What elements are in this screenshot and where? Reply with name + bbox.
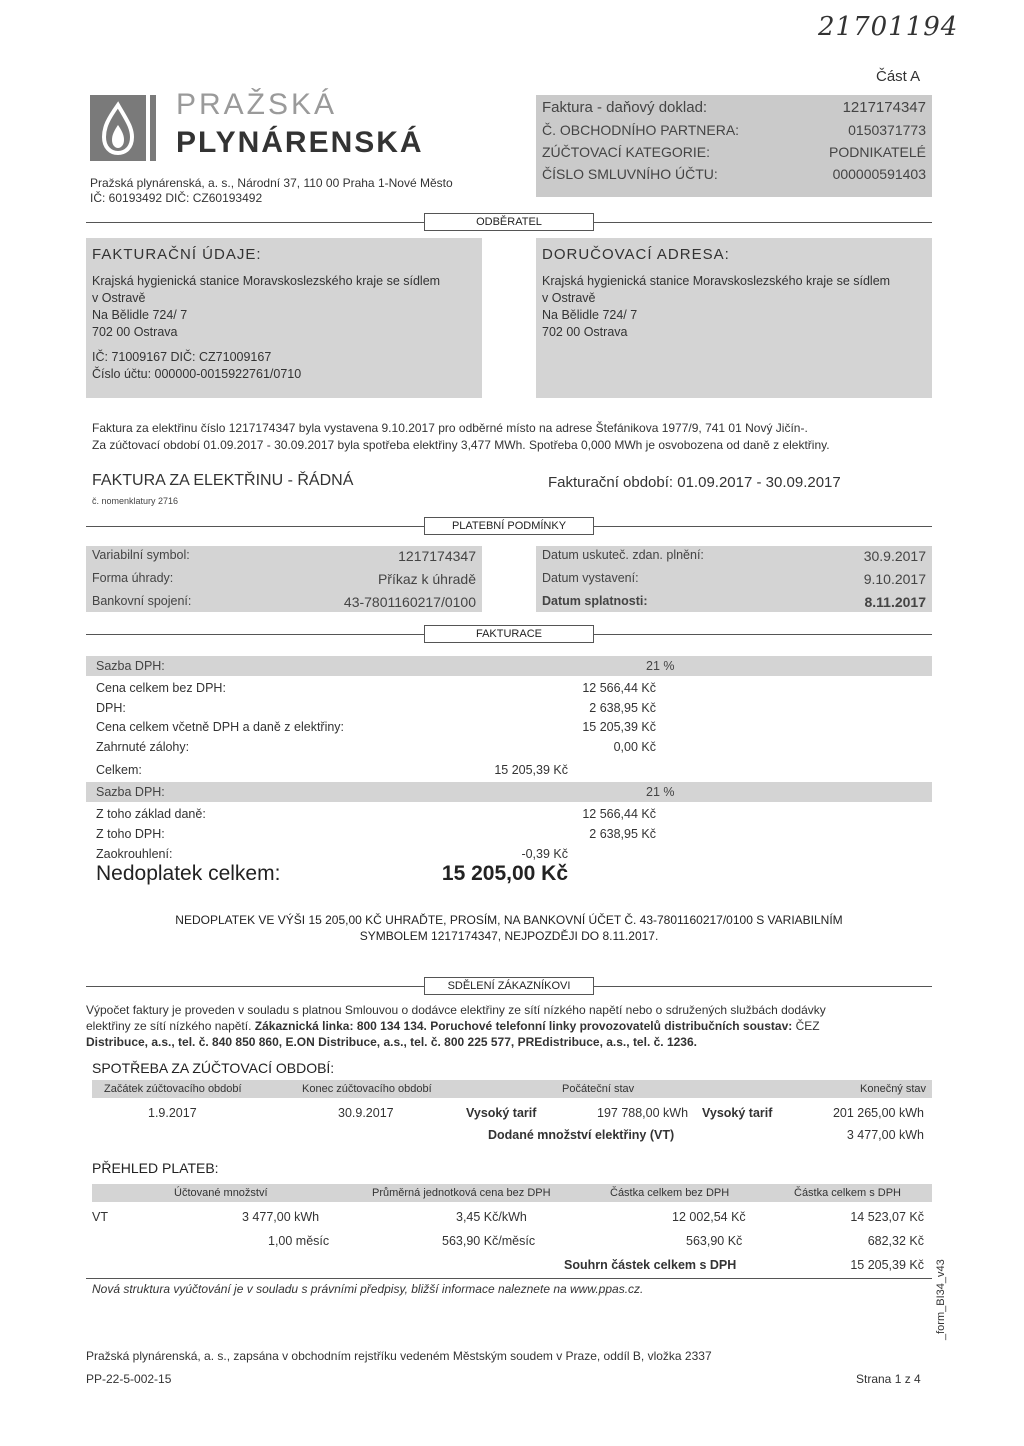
consumption-header — [92, 1080, 932, 1098]
delivery-line: v Ostravě — [542, 291, 596, 305]
row-net: 563,90 Kč — [686, 1234, 743, 1248]
tariff: Vysoký tarif — [702, 1106, 773, 1120]
total-label: Celkem: — [96, 763, 142, 777]
payment-left-block — [86, 546, 482, 612]
billing-line: Krajská hygienická stanice Moravskoslezského kraje se sídlem — [92, 274, 441, 288]
vat-label: Sazba DPH: — [96, 659, 165, 673]
consumption-title: SPOTŘEBA ZA ZÚČTOVACÍ OBDOBÍ: — [92, 1060, 335, 1076]
vat-value: 21 % — [646, 659, 675, 673]
nomenclature: č. nomenklatury 2716 — [92, 496, 179, 506]
vat-bar — [86, 656, 932, 676]
rounding-row — [96, 846, 568, 863]
underpaid-label: Nedoplatek celkem: — [96, 862, 281, 885]
period-start: 1.9.2017 — [148, 1106, 197, 1120]
period-label: Fakturační období: — [548, 474, 674, 491]
header-row: ČÍSLO SMLUVNÍHO ÚČTU: 000000591403 — [542, 166, 926, 182]
row-net: 12 002,54 Kč — [672, 1210, 746, 1224]
payment-right-block — [536, 546, 932, 612]
underpaid-value: 15 205,00 Kč — [441, 862, 568, 885]
notice-line: NEDOPLATEK VE VÝŠI 15 205,00 KČ UHRAĎTE, PROSÍM, NA BANKOVNÍ ÚČET Č. 43-7801160217/0100 S VARIABILNÍM — [175, 913, 843, 927]
tariff: Vysoký tarif — [466, 1106, 537, 1120]
payment-item-row — [92, 1234, 932, 1254]
row-unit: 563,90 Kč/měsíc — [442, 1234, 536, 1248]
payment-row: Forma úhrady: Příkaz k úhradě — [92, 571, 476, 587]
delivery-line: 702 00 Ostrava — [542, 325, 628, 339]
billing-rows-1 — [96, 679, 656, 757]
brand-line1: PRAŽSKÁ — [176, 88, 338, 121]
payment-row: Datum uskuteč. zdan. plnění: 30.9.2017 — [542, 548, 926, 564]
col-header: Konec zúčtovacího období — [302, 1083, 432, 1095]
separator-line — [86, 1278, 932, 1279]
billing-row: Cena celkem včetně DPH a daně z elektřiny: 15 205,39 Kč — [96, 720, 656, 734]
vat-bar-2 — [86, 782, 932, 802]
invoice-header-box — [536, 95, 932, 197]
billing-row: Zahrnuté zálohy: 0,00 Kč — [96, 739, 656, 754]
billing-row: DPH: 2 638,95 Kč — [96, 700, 656, 715]
section-odberatel: ODBĚRATEL — [424, 213, 594, 231]
message-line: Výpočet faktury je proveden v souladu s platnou Smlouvou o dodávce elektřiny ze sítí nízkého napětí nebo o sdružených službách dodávky — [86, 1003, 826, 1017]
col-header: Počáteční stav — [562, 1083, 635, 1095]
flame-logo-icon — [90, 95, 146, 161]
message-line: elektřiny ze sítí nízkého napětí. Zákaznická linka: 800 134 134. Poruchové telefonní linky provozovatelů distribučních soustav: ČEZ — [86, 1019, 820, 1033]
notice-line: SYMBOLEM 1217174347, NEJPOZDĚJI DO 8.11.2017. — [359, 929, 659, 943]
total-row — [96, 762, 568, 779]
col-header: Průměrná jednotková cena bez DPH — [372, 1187, 551, 1199]
section-sdeleni: SDĚLENÍ ZÁKAZNÍKOVI — [424, 977, 594, 995]
footer-registry: Pražská plynárenská, a. s., zapsána v obchodním rejstříku vedeném Městským soudem v Praze, oddíl B, vložka 2337 — [86, 1349, 712, 1363]
delivery-line: Krajská hygienická stanice Moravskoslezského kraje se sídlem — [542, 274, 891, 288]
delivered-row — [92, 1128, 932, 1148]
intro-line: Za zúčtovací období 01.09.2017 - 30.09.2017 byla spotřeba elektřiny 3,477 MWh. Spotřeba 0,000 MWh je osvobozena od daně z elektřiny. — [92, 438, 830, 452]
section-platebni: PLATEBNÍ PODMÍNKY — [424, 517, 594, 535]
billing-row: Cena celkem bez DPH: 12 566,44 Kč — [96, 681, 656, 695]
logo-bar — [150, 95, 156, 161]
customer-message — [86, 1002, 932, 1050]
row-unit: 3,45 Kč/kWh — [456, 1210, 527, 1224]
billing-block — [86, 238, 482, 398]
brand-line2: PLYNÁRENSKÁ — [176, 126, 424, 159]
billing-rows-2 — [96, 805, 656, 844]
underpaid-row — [96, 862, 568, 886]
sum-label: Souhrn částek celkem s DPH — [564, 1258, 737, 1272]
period-value: 01.09.2017 - 30.09.2017 — [677, 474, 841, 491]
header-row: Č. OBCHODNÍHO PARTNERA: 0150371773 — [542, 122, 926, 138]
intro-line: Faktura za elektřinu číslo 1217174347 byla vystavena 9.10.2017 pro odběrné místo na adrese Štefánikova 1977/9, 741 01 Nový Jičín-. — [92, 421, 808, 435]
col-header: Konečný stav — [860, 1083, 927, 1095]
billing-line: Na Bělidle 724/ 7 — [92, 308, 188, 322]
vat-value-2: 21 % — [646, 785, 675, 799]
delivery-line: Na Bělidle 724/ 7 — [542, 308, 638, 322]
initial-reading: 197 788,00 kWh — [597, 1106, 689, 1120]
final-reading: 201 265,00 kWh — [832, 1106, 924, 1120]
footer-code: PP-22-5-002-15 — [86, 1372, 172, 1386]
delivered-value: 3 477,00 kWh — [846, 1128, 924, 1142]
billing-period — [548, 474, 841, 491]
payment-row: Datum splatnosti: 8.11.2017 — [542, 594, 926, 610]
intro-text — [92, 420, 932, 454]
billing-title: FAKTURAČNÍ ÚDAJE: — [92, 246, 262, 263]
row-gross: 682,32 Kč — [867, 1234, 924, 1248]
handwritten-number: 21701194 — [818, 12, 959, 42]
payments-title: PŘEHLED PLATEB: — [92, 1160, 219, 1176]
rounding-label: Zaokrouhlení: — [96, 847, 173, 861]
supplier-address: Pražská plynárenská, a. s., Národní 37, 110 00 Praha 1-Nové Město — [90, 176, 453, 190]
supplier-ids: IČ: 60193492 DIČ: CZ60193492 — [90, 191, 263, 205]
structure-note: Nová struktura vyúčtování je v souladu s právními předpisy, bližší informace naleznete na www.ppas.cz. — [92, 1282, 644, 1296]
col-header: Částka celkem bez DPH — [610, 1187, 730, 1199]
rounding-value: -0,39 Kč — [521, 847, 568, 861]
col-header: Účtované množství — [174, 1187, 268, 1199]
total-value: 15 205,39 Kč — [494, 763, 568, 777]
payments-sum-row — [92, 1258, 932, 1278]
header-row: ZÚČTOVACÍ KATEGORIE: PODNIKATELÉ — [542, 144, 926, 160]
billing-line: 702 00 Ostrava — [92, 325, 178, 339]
row-tag: VT — [92, 1210, 108, 1224]
col-header: Částka celkem s DPH — [794, 1187, 901, 1199]
delivery-block — [536, 238, 932, 398]
period-end: 30.9.2017 — [338, 1106, 394, 1120]
payment-row: Bankovní spojení: 43-7801160217/0100 — [92, 594, 476, 610]
row-qty: 3 477,00 kWh — [242, 1210, 320, 1224]
invoice-title: FAKTURA ZA ELEKTŘINU - ŘÁDNÁ — [92, 472, 354, 489]
payment-notice — [86, 912, 932, 944]
delivered-label: Dodané množství elektřiny (VT) — [488, 1128, 675, 1142]
header-row: Faktura - daňový doklad: 1217174347 — [542, 99, 926, 116]
billing-line: v Ostravě — [92, 291, 146, 305]
sum-value: 15 205,39 Kč — [850, 1258, 924, 1272]
message-line: Distribuce, a.s., tel. č. 840 850 860, E.ON Distribuce, a.s., tel. č. 800 225 577, PREdistribuce, a.s., tel. č. 1236. — [86, 1035, 697, 1049]
section-fakturace: FAKTURACE — [424, 625, 594, 643]
part-label: Část A — [876, 68, 921, 85]
payment-row: Datum vystavení: 9.10.2017 — [542, 571, 926, 587]
delivery-title: DORUČOVACÍ ADRESA: — [542, 246, 730, 263]
billing-row: Z toho DPH: 2 638,95 Kč — [96, 826, 656, 841]
billing-account: Číslo účtu: 000000-0015922761/0710 — [92, 367, 302, 381]
payment-row: Variabilní symbol: 1217174347 — [92, 548, 476, 564]
consumption-row — [92, 1106, 932, 1126]
col-header: Začátek zúčtovacího období — [104, 1083, 242, 1095]
billing-row: Z toho základ daně: 12 566,44 Kč — [96, 807, 656, 821]
billing-ic: IČ: 71009167 DIČ: CZ71009167 — [92, 350, 272, 364]
row-gross: 14 523,07 Kč — [850, 1210, 924, 1224]
footer-form-id: _form_BI34_v43 — [935, 1259, 947, 1340]
payments-header — [92, 1184, 932, 1202]
row-qty: 1,00 měsíc — [268, 1234, 330, 1248]
payment-item-row — [92, 1210, 932, 1230]
vat-label-2: Sazba DPH: — [96, 785, 165, 799]
footer-page: Strana 1 z 4 — [856, 1372, 921, 1386]
